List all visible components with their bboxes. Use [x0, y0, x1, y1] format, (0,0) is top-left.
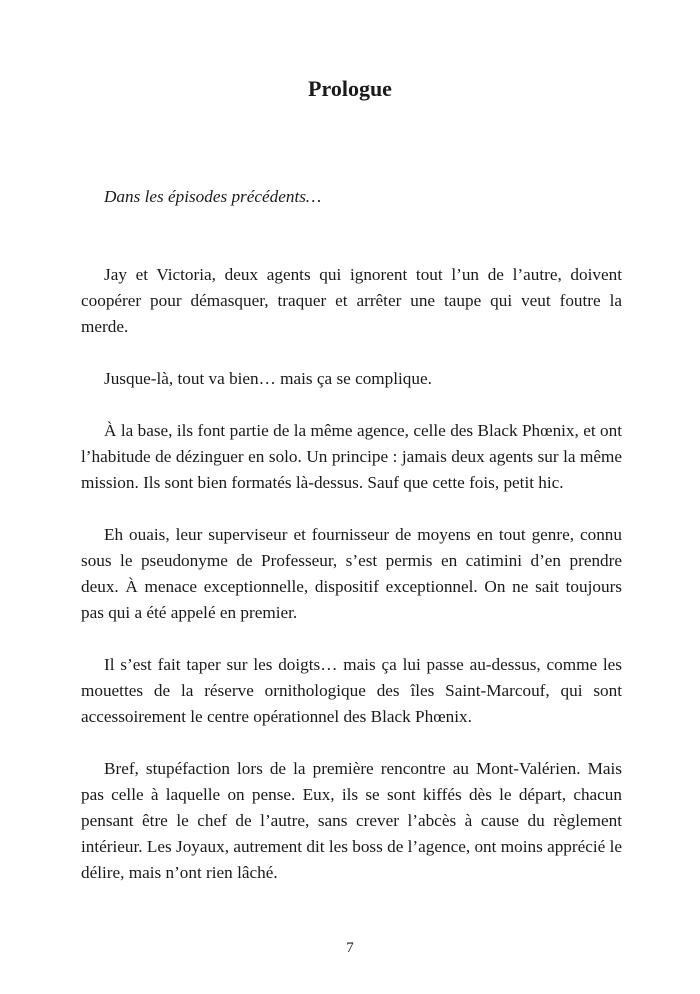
paragraph-6: Bref, stupéfaction lors de la première rencontre au Mont-Valérien. Mais pas celle à laquelle on pense. Eux, ils se sont kiffés dès le départ, chacun pensant être le chef de l’autre, sans crever l’abcès à cause du règlement intérieur. Les Joyaux, autrement dit les boss de l’agence, ont moins apprécié le délire, mais n’ont rien lâché.: [81, 759, 622, 882]
paragraph-1: Jay et Victoria, deux agents qui ignorent tout l’un de l’autre, doivent coopérer pour démasquer, traquer et arrêter une taupe qui veut foutre la merde.: [81, 265, 622, 336]
paragraph-3: À la base, ils font partie de la même agence, celle des Black Phœnix, et ont l’habitude de dézinguer en solo. Un principe : jamais deux agents sur la même mission. Ils sont bien formatés là-dessus. Sauf que cette fois, petit hic.: [81, 421, 622, 492]
chapter-body: [81, 184, 622, 912]
paragraph-5: Il s’est fait taper sur les doigts… mais ça lui passe au-dessus, comme les mouettes de la réserve ornithologique des îles Saint-Marcouf, qui sont accessoirement le centre opérationnel des Black Phœnix.: [81, 655, 622, 726]
intro-line: Dans les épisodes précédents…: [104, 187, 322, 206]
paragraph-4: Eh ouais, leur superviseur et fournisseur de moyens en tout genre, connu sous le pseudonyme de Professeur, s’est permis en catimini d’en prendre deux. À menace exceptionnelle, dispositif exceptionnel. On ne sait toujours pas qui a été appelé en premier.: [81, 525, 622, 622]
chapter-title: Prologue: [308, 76, 392, 101]
paragraph-2: Jusque-là, tout va bien… mais ça se complique.: [104, 369, 432, 388]
page-number: 7: [346, 940, 354, 956]
